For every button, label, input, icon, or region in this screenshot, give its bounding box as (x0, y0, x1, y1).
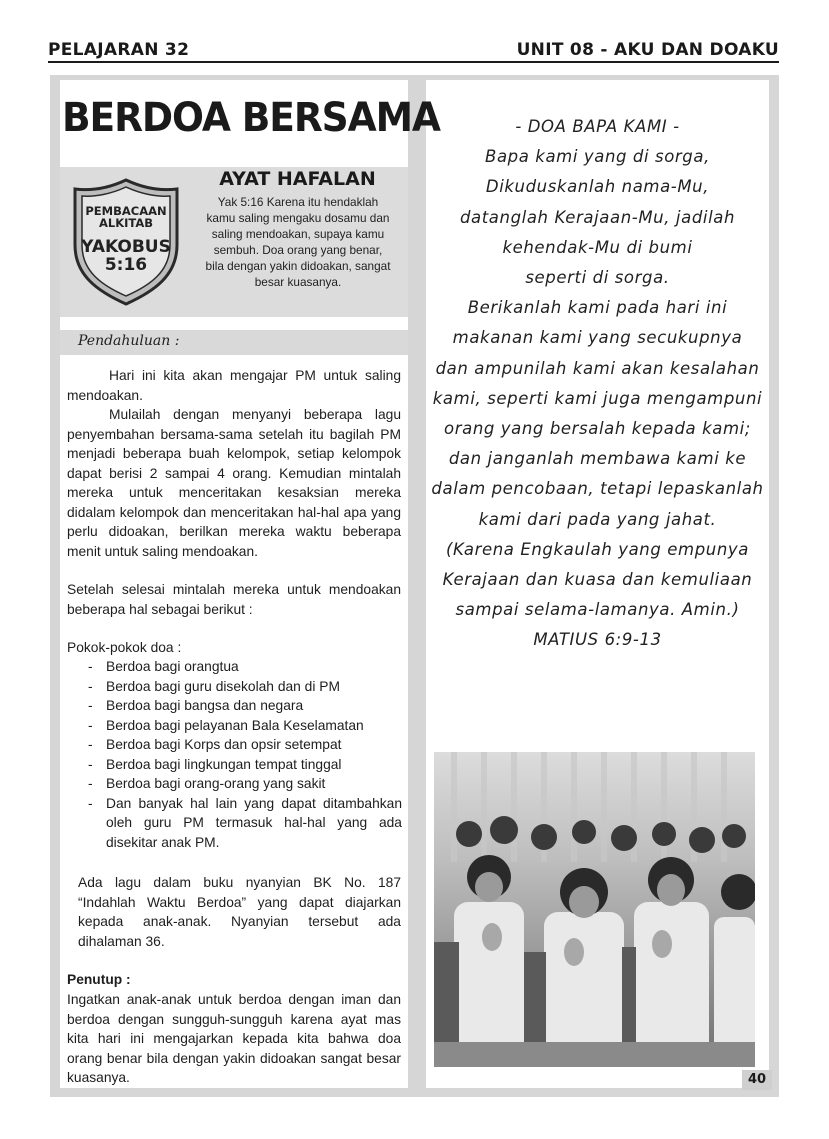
penutup-text: Ingatkan anak-anak untuk berdoa dengan iman dan berdoa dengan sungguh-sungguh karena ayat mas kita hari ini mengajarkan kepada kita bahwa doa orang benar bila dengan yakin didoakan sangat besar kuasanya. (67, 992, 401, 1085)
ayat-line: saling mendoakan, supaya kamu (211, 227, 385, 241)
page-title: BERDOA BERSAMA (62, 95, 440, 141)
prayer-line: Bapa kami yang di sorga, (485, 147, 710, 167)
list-item: - Dan banyak hal lain yang dapat ditambahkan oleh guru PM termasuk hal-hal yang ada disekitar anak PM. (88, 794, 402, 853)
children-praying-photo (434, 752, 755, 1067)
prayer-line: kami, seperti kami juga mengampuni (432, 388, 763, 408)
intro-paragraph-3: Setelah selesai mintalah mereka untuk mendoakan beberapa hal sebagai berikut : (67, 582, 401, 617)
prayer-line: datanglah Kerajaan-Mu, jadilah (459, 207, 736, 227)
list-item: - Berdoa bagi pelayanan Bala Keselamatan (88, 716, 402, 736)
intro-paragraph-2: Mulailah dengan menyanyi beberapa lagu penyembahan bersama-sama setelah itu bagilah PM menjadi beberapa buah kelompok, setiap kelompok dapat berisi 2 sampai 4 orang. Kemudian mintalah mereka untuk menceritakan kesaksian mereka didalam kelompok dan menceritakan hal-hal apa yang perlu didoakan, berilkan mereka waktu beberapa menit untuk saling mendoakan. (67, 407, 401, 559)
header-right: UNIT 08 - AKU DAN DOAKU (516, 40, 779, 60)
list-item: - Berdoa bagi guru disekolah dan di PM (88, 677, 402, 697)
ayat-hafalan-title: AYAT HAFALAN (219, 168, 376, 190)
header-left: PELAJARAN 32 (48, 40, 190, 60)
photo-illustration (434, 752, 755, 1067)
prayer-line: makanan kami yang secukupnya (452, 328, 743, 348)
prayer-line: dalam pencobaan, tetapi lepaskanlah (431, 479, 764, 499)
prayer-line: orang yang bersalah kepada kami; (444, 419, 751, 439)
ayat-hafalan-text (192, 194, 404, 290)
ayat-line: kamu saling mengaku dosamu dan (206, 211, 390, 225)
header-rule (48, 61, 779, 63)
song-note: Ada lagu dalam buku nyanyian BK No. 187 “Indahlah Waktu Berdoa” yang dapat diajarkan kepada anak-anak. Nyanyian tersebut ada dihalaman 36. (78, 875, 401, 949)
shield-line-2: ALKITAB (98, 216, 154, 230)
list-item: - Berdoa bagi orangtua (88, 657, 402, 677)
list-item: - Berdoa bagi orang-orang yang sakit (88, 774, 402, 794)
prayer-title: - DOA BAPA KAMI - (515, 117, 680, 136)
prayer-line: Dikuduskanlah nama-Mu, (485, 177, 710, 197)
pokok-doa-label: Pokok-pokok doa : (67, 640, 182, 655)
list-item: - Berdoa bagi lingkungan tempat tinggal (88, 755, 402, 775)
shield-reference (69, 238, 183, 274)
prayer-line: Berikanlah kami pada hari ini (467, 298, 728, 318)
prayer-line: sampai selama-lamanya. Amin.) (455, 600, 740, 620)
page-number: 40 (742, 1070, 772, 1090)
list-item: - Berdoa bagi Korps dan opsir setempat (88, 735, 402, 755)
prayer-reference: MATIUS 6:9-13 (533, 630, 662, 650)
ayat-line: Yak 5:16 Karena itu hendaklah (217, 195, 379, 209)
pendahuluan-label: Pendahuluan : (78, 333, 180, 349)
ayat-line: bila dengan yakin didoakan, sangat (205, 259, 391, 273)
intro-text (67, 366, 401, 561)
lords-prayer (430, 112, 765, 656)
ayat-line: besar kuasanya. (254, 275, 342, 289)
shield-line-4: 5:16 (104, 255, 148, 275)
prayer-line: seperti di sorga. (525, 268, 670, 288)
shield-label (69, 205, 183, 229)
prayer-line: dan janganlah membawa kami ke (448, 449, 747, 469)
shield-line-1: PEMBACAAN (85, 204, 167, 218)
pokok-doa-list (88, 657, 402, 852)
prayer-line: Kerajaan dan kuasa dan kemuliaan (442, 570, 753, 590)
penutup-label: Penutup : (67, 972, 131, 987)
intro-paragraph-1: Hari ini kita akan mengajar PM untuk saling mendoakan. (67, 368, 401, 403)
ayat-line: sembuh. Doa orang yang benar, (213, 243, 383, 257)
prayer-line: kehendak-Mu di bumi (502, 237, 693, 257)
prayer-line: kami dari pada yang jahat. (478, 509, 717, 529)
prayer-line: (Karena Engkaulah yang empunya (446, 539, 749, 559)
list-item: - Berdoa bagi bangsa dan negara (88, 696, 402, 716)
shield-line-3: YAKOBUS (81, 237, 171, 257)
prayer-line: dan ampunilah kami akan kesalahan (435, 358, 760, 378)
